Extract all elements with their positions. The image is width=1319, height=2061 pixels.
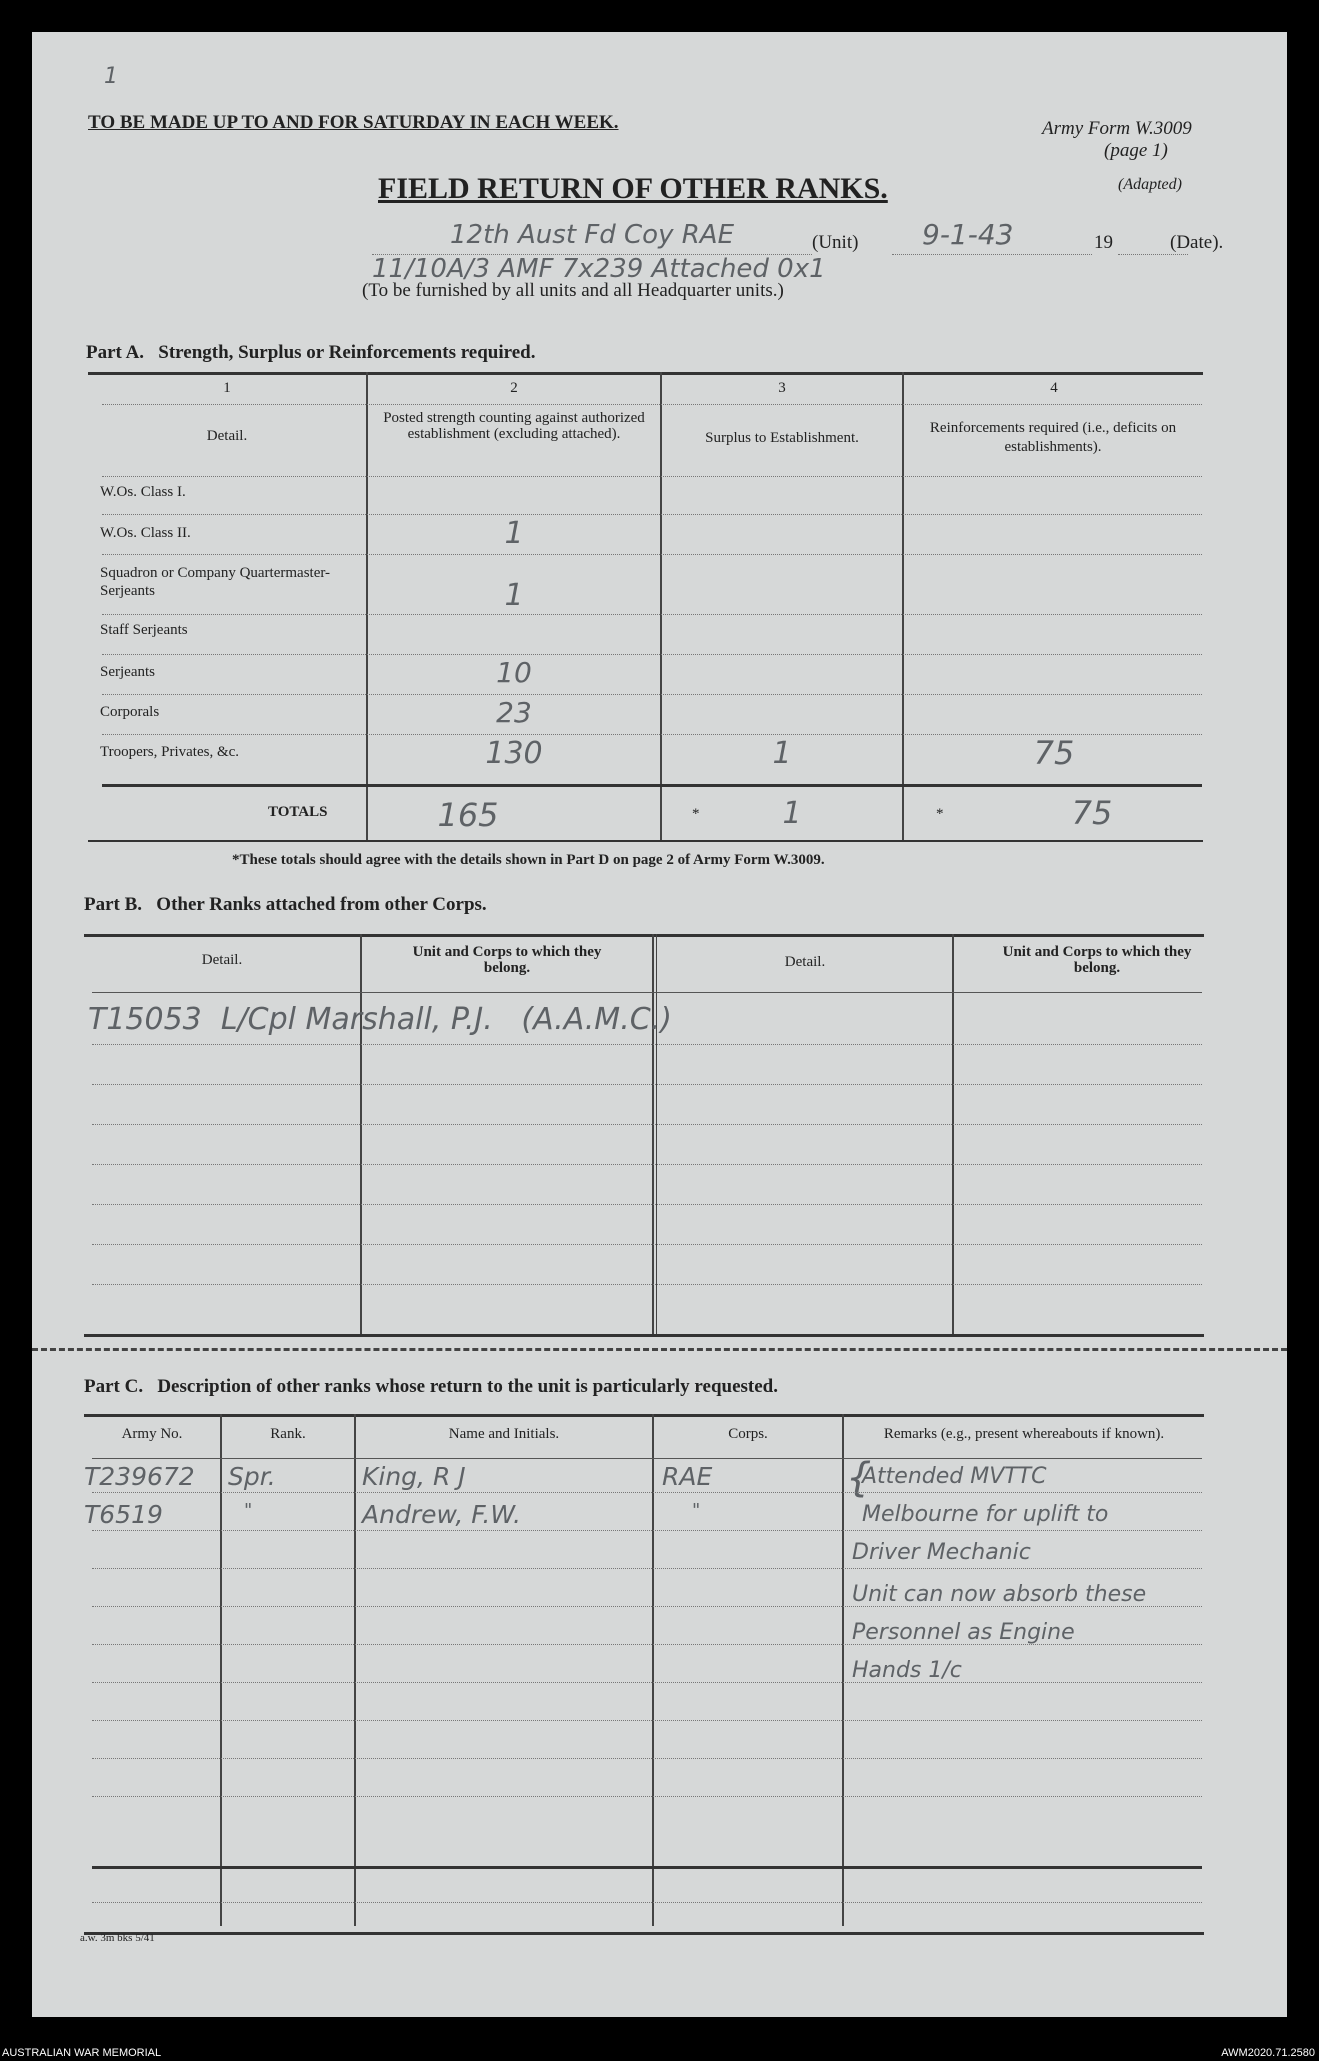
c-corps: RAE — [662, 1462, 713, 1491]
c-header-name: Name and Initials. — [448, 1426, 560, 1442]
part-a-heading: Part A. Strength, Surplus or Reinforcements required. — [86, 342, 536, 363]
print-code: a.w. 3m bks 5/41 — [80, 1932, 155, 1944]
adapted-note: (Adapted) — [1118, 176, 1182, 193]
totals-reinf-star: * — [936, 806, 944, 822]
page-number: (page 1) — [1104, 140, 1168, 161]
b-header-detail-1: Detail. — [201, 952, 243, 968]
part-b-heading: Part B. Other Ranks attached from other Corps. — [84, 894, 487, 915]
c-corps: " — [692, 1500, 701, 1521]
part-c-heading: Part C. Description of other ranks whose return to the unit is particularly requested. — [84, 1376, 778, 1397]
remark-line: Unit can now absorb these — [852, 1582, 1147, 1607]
c-header-rank: Rank. — [270, 1426, 306, 1442]
totals-posted: 165 — [437, 796, 499, 834]
totals-reinforcements: 75 — [1071, 794, 1113, 832]
footer-left: AUSTRALIAN WAR MEMORIAL — [2, 2047, 162, 2059]
remark-line: Melbourne for uplift to — [862, 1502, 1109, 1527]
remark-line: Hands 1/c — [852, 1658, 962, 1683]
b-header-unit-2: Unit and Corps to which they belong. — [1002, 944, 1192, 976]
footer-right: AWM2020.71.2580 — [1221, 2047, 1315, 2059]
b-entry: T15053 L/Cpl Marshall, P.J. (A.A.M.C.) — [88, 1002, 672, 1037]
b-header-detail-2: Detail. — [784, 954, 826, 970]
posted-value: 1 — [504, 516, 524, 551]
archive-footer — [0, 2047, 1319, 2061]
col-number-3: 3 — [778, 380, 786, 396]
row-detail: Serjeants — [100, 664, 155, 680]
unit-handwritten: 12th Aust Fd Coy RAE — [450, 220, 735, 250]
col-number-1: 1 — [223, 380, 231, 396]
c-rank: " — [244, 1500, 253, 1521]
c-rank: Spr. — [228, 1462, 276, 1491]
totals-surplus-star: * — [692, 806, 700, 822]
row-detail: Troopers, Privates, &c. — [100, 744, 240, 760]
col-number-2: 2 — [510, 380, 518, 396]
row-detail: Corporals — [100, 704, 160, 720]
c-header-corps: Corps. — [728, 1426, 768, 1442]
col-header-reinforcements: Reinforcements required (i.e., deficits on establishments). — [929, 420, 1177, 455]
totals-label: TOTALS — [268, 804, 328, 820]
date-label: (Date). — [1170, 232, 1224, 253]
c-name: King, R J — [362, 1462, 466, 1491]
surplus-value: 1 — [772, 736, 792, 771]
remark-line: Attended MVTTC — [862, 1464, 1047, 1489]
col-header-posted: Posted strength counting against authorized establishment (excluding attached). — [383, 410, 645, 442]
instruction-line: TO BE MADE UP TO AND FOR SATURDAY IN EACH WEEK. — [88, 112, 619, 133]
remark-line: Driver Mechanic — [852, 1540, 1031, 1565]
form-id: Army Form W.3009 — [1042, 118, 1192, 139]
date-handwritten: 9-1-43 — [922, 218, 1014, 251]
year-prefix: 19 — [1094, 232, 1113, 253]
c-name: Andrew, F.W. — [362, 1500, 521, 1529]
posted-value: 130 — [485, 736, 543, 771]
b-header-unit-1: Unit and Corps to which they belong. — [412, 944, 602, 976]
row-detail: W.Os. Class II. — [100, 525, 191, 541]
note-handwritten: 11/10A/3 AMF 7x239 Attached 0x1 — [372, 254, 826, 284]
tear-line — [32, 1348, 1287, 1351]
col-header-detail: Detail. — [206, 428, 248, 444]
posted-value: 23 — [496, 696, 532, 729]
c-army-no: T6519 — [84, 1500, 163, 1529]
row-detail: Squadron or Company Quartermaster-Serjeants — [100, 565, 331, 599]
part-a-footnote: *These totals should agree with the details shown in Part D on page 2 of Army Form W.3009. — [232, 852, 825, 868]
corner-mark: 1 — [104, 64, 118, 89]
c-army-no: T239672 — [84, 1462, 195, 1491]
row-detail: W.Os. Class I. — [100, 484, 186, 500]
form-page — [32, 32, 1287, 2017]
c-header-army-no: Army No. — [121, 1426, 183, 1442]
remarks-brace: { — [846, 1455, 872, 1501]
col-header-surplus: Surplus to Establishment. — [705, 430, 859, 446]
posted-value: 1 — [504, 578, 524, 613]
remark-line: Personnel as Engine — [852, 1620, 1075, 1645]
subtitle: (To be furnished by all units and all Headquarter units.) — [362, 280, 784, 301]
unit-label: (Unit) — [812, 232, 859, 253]
form-title: FIELD RETURN OF OTHER RANKS. — [378, 172, 888, 205]
reinforcements-value: 75 — [1033, 734, 1075, 772]
row-detail: Staff Serjeants — [100, 622, 188, 638]
posted-value: 10 — [496, 656, 532, 689]
col-number-4: 4 — [1050, 380, 1058, 396]
c-header-remarks: Remarks (e.g., present whereabouts if known). — [883, 1426, 1165, 1442]
totals-surplus: 1 — [782, 796, 802, 831]
